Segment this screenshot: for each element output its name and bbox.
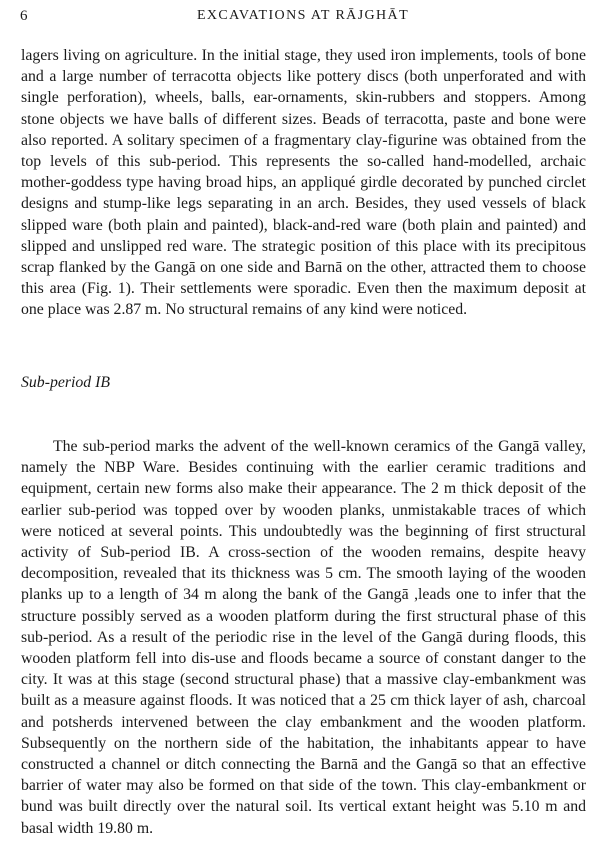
page-number: 6 <box>20 8 28 24</box>
running-head <box>20 8 586 28</box>
body-paragraph-1: lagers living on agriculture. In the initial stage, they used iron implements, tools of bone and a large number of terracotta objects like pottery discs (both unperforated and with single perforation), wheels, balls, ear-ornaments, skin-rubbers and stoppers. Among stone objects we have balls of different sizes. Beads of terracotta, paste and bone were also reported. A solitary specimen of a fragmentary clay-figurine was obtained from the top levels of this sub-period. This represents the so-called hand-modelled, archaic mother-goddess type having broad hips, an appliqué girdle decorated by punched circlet designs and stump-like legs separating in an arch. Besides, they used vessels of black slipped ware (both plain and painted), black-and-red ware (both plain and painted) and slipped and unslipped red ware. The strategic position of this place with its precipitous scrap flanked by the Gangā on one side and Barnā on the other, attracted them to choose this area (Fig. 1). Their settlements were sporadic. Even then the maximum deposit at one place was 2.87 m. No structural remains of any kind were noticed. <box>21 47 586 319</box>
section-subheading: Sub-period IB <box>21 374 111 391</box>
body-paragraph-2: The sub-period marks the advent of the well-known ceramics of the Gangā valley, namely the NBP Ware. Besides continuing with the earlier ceramic traditions and equipment, certain new forms also make their appearance. The 2 m thick deposit of the earlier sub-period was topped over by wooden planks, unmistakable traces of which were noticed at several points. This undoubtedly was the beginning of first structural activity of Sub-period IB. A cross-section of the wooden remains, despite heavy decomposition, revealed that its thickness was 5 cm. The smooth laying of the wooden planks up to a length of 34 m along the bank of the Gangā ,leads one to infer that the structure possibly served as a wooden platform during the first structural phase of this sub-period. As a result of the periodic rise in the level of the Gangā during floods, this wooden platform fell into dis-use and floods became a source of constant danger to the city. It was at this stage (second structural phase) that a massive clay-embankment was built as a measure against floods. It was noticed that a 25 cm thick layer of ash, charcoal and potsherds intervened between the clay embankment and the wooden platform. Subsequently on the northern side of the habitation, the inhabitants appear to have constructed a channel or ditch connecting the Barnā and the Gangā so that an effective barrier of water may also be formed on that side of the town. This clay-embankment or bund was built directly over the natural soil. Its vertical extant height was 5.10 m and basal width 19.80 m. <box>21 438 586 837</box>
running-title: EXCAVATIONS AT RĀJGHĀT <box>196 8 410 23</box>
